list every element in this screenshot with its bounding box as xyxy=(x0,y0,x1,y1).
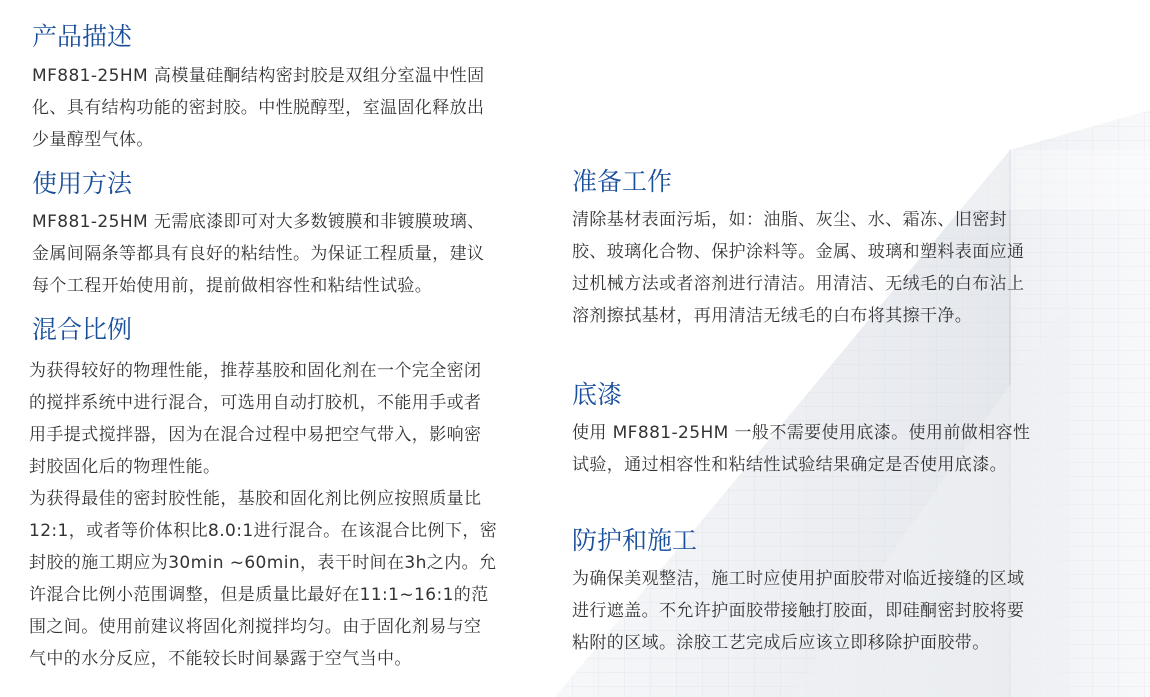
section-body xyxy=(32,206,485,302)
text-line: 封胶固化后的物理性能。 xyxy=(29,457,221,477)
text-line: 清除基材表面污垢，如：油脂、灰尘、水、霜冻、旧密封 xyxy=(572,210,1007,230)
section-body xyxy=(29,355,497,675)
text-line: 进行遮盖。不允许护面胶带接触打胶面，即硅酮密封胶将要 xyxy=(572,601,1025,621)
text-line: 金属间隔条等都具有良好的粘结性。为保证工程质量，建议 xyxy=(32,244,485,264)
section-title: 产品描述 xyxy=(32,22,133,51)
section-body xyxy=(32,60,485,156)
text-line: MF881-25HM 高模量硅酮结构密封胶是双组分室温中性固 xyxy=(32,66,485,86)
text-line: 化、具有结构功能的密封胶。中性脱醇型，室温固化释放出 xyxy=(32,98,485,118)
text-line: 封胶的施工期应为30min ~60min，表干时间在3h之内。允 xyxy=(29,553,497,573)
text-line: 为确保美观整洁，施工时应使用护面胶带对临近接缝的区域 xyxy=(572,569,1025,589)
text-line: 溶剂擦拭基材，再用清洁无绒毛的白布将其擦干净。 xyxy=(572,306,973,326)
text-line: 的搅拌系统中进行混合，可选用自动打胶机，不能用手或者 xyxy=(29,393,482,413)
text-line: 为获得较好的物理性能，推荐基胶和固化剂在一个完全密闭 xyxy=(29,361,482,381)
section-title: 使用方法 xyxy=(32,169,133,198)
text-line: 过机械方法或者溶剂进行清洁。用清洁、无绒毛的白布沾上 xyxy=(572,274,1025,294)
section-body xyxy=(572,417,1030,481)
text-line: 使用 MF881-25HM 一般不需要使用底漆。使用前做相容性 xyxy=(572,423,1031,443)
text-line: 12:1，或者等价体积比8.0:1进行混合。在该混合比例下，密 xyxy=(29,521,498,541)
text-line: 少量醇型气体。 xyxy=(32,130,154,150)
section-title: 防护和施工 xyxy=(572,526,698,555)
text-line: 试验，通过相容性和粘结性试验结果确定是否使用底漆。 xyxy=(572,455,1007,475)
text-line: 为获得最佳的密封胶性能，基胶和固化剂比例应按照质量比 xyxy=(29,489,482,509)
text-line: 用手提式搅拌器，因为在混合过程中易把空气带入，影响密 xyxy=(29,425,482,445)
text-line: 每个工程开始使用前，提前做相容性和粘结性试验。 xyxy=(32,276,433,296)
section-title: 准备工作 xyxy=(572,167,673,196)
text-line: 气中的水分反应，不能较长时间暴露于空气当中。 xyxy=(29,649,412,669)
text-line: 胶、玻璃化合物、保护涂料等。金属、玻璃和塑料表面应通 xyxy=(572,242,1025,262)
section-title: 底漆 xyxy=(572,380,623,409)
section-body xyxy=(572,563,1024,659)
section-title: 混合比例 xyxy=(32,315,133,344)
text-line: 粘附的区域。涂胶工艺完成后应该立即移除护面胶带。 xyxy=(572,633,990,653)
text-line: 围之间。使用前建议将固化剂搅拌均匀。由于固化剂易与空 xyxy=(29,617,482,637)
text-line: MF881-25HM 无需底漆即可对大多数镀膜和非镀膜玻璃、 xyxy=(32,212,485,232)
text-line: 许混合比例小范围调整，但是质量比最好在11:1~16:1的范 xyxy=(29,585,489,605)
section-body xyxy=(572,204,1024,332)
